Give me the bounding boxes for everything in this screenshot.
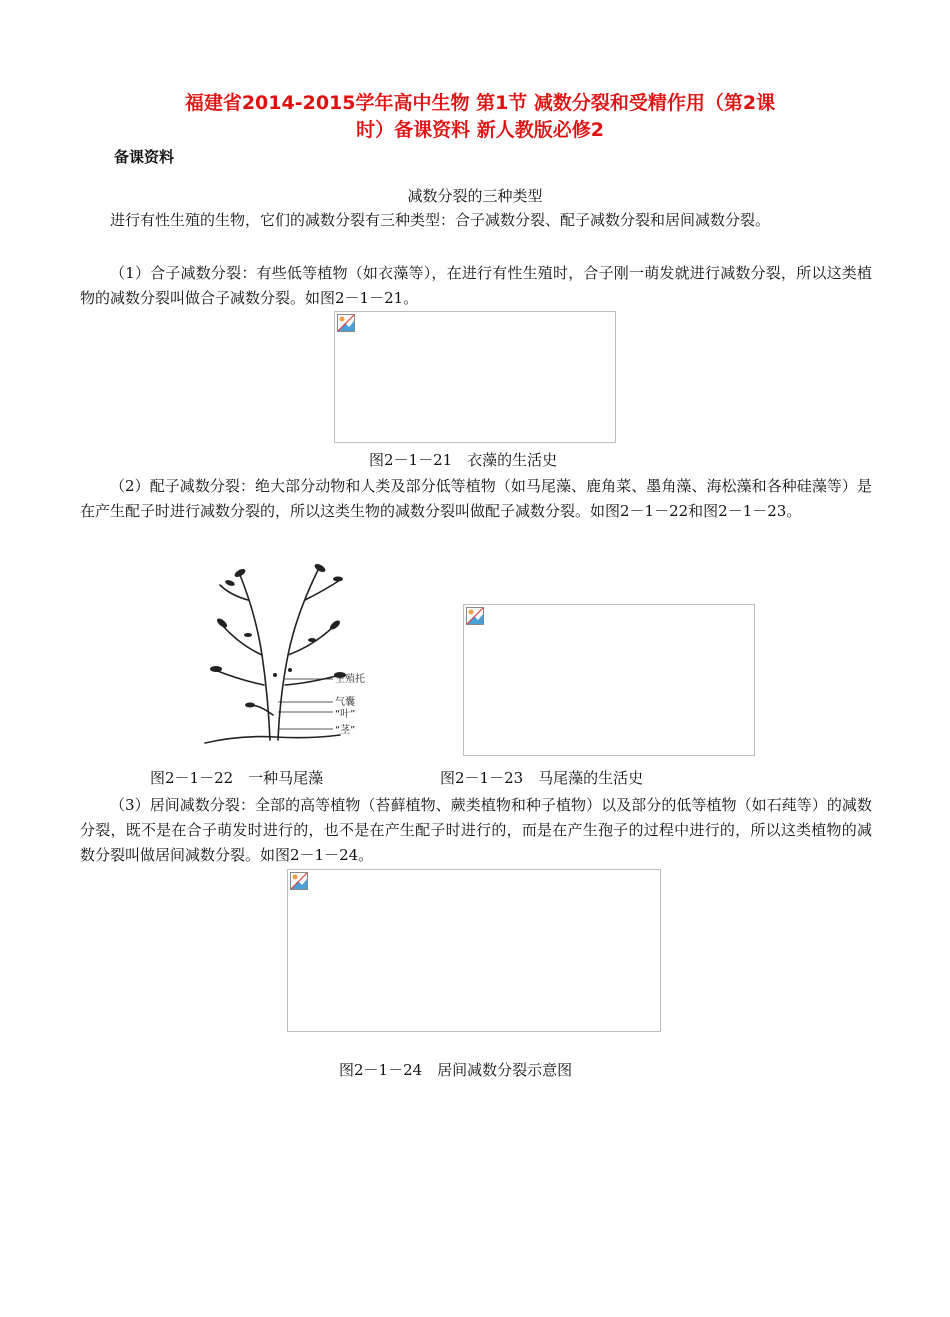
- broken-image-icon: [337, 314, 355, 332]
- leaf-clusters: [210, 562, 346, 707]
- branch: [220, 585, 248, 600]
- branch: [285, 675, 340, 685]
- figure-23-image: [463, 604, 755, 756]
- second-stem: [278, 570, 318, 740]
- branch: [305, 580, 340, 600]
- figure-22-plant-drawing: [200, 555, 390, 750]
- paragraph-2: （2）配子减数分裂：绝大部分动物和人类及部分低等植物（如马尾藻、鹿角菜、墨角藻、海松藻和各种硅藻等）是在产生配子时进行减数分裂的，所以这类生物的减数分裂叫做配子减数分裂。如图2－1－22和图2－1－23。: [80, 477, 872, 520]
- branch: [215, 670, 264, 685]
- figure-21-image: [334, 311, 616, 443]
- label-stem: “茎”: [335, 725, 356, 736]
- document-title: [80, 90, 880, 144]
- label-reproductive: 生殖托: [335, 674, 365, 685]
- caption-24: 图2－1－24 居间减数分裂示意图: [339, 1061, 573, 1079]
- broken-image-icon: [466, 607, 484, 625]
- section-title: 减数分裂的三种类型: [407, 187, 543, 205]
- label-leaf: “叶”: [335, 709, 356, 720]
- ground-line: [205, 735, 340, 743]
- title-line-2: 时）备课资料 新人教版必修2: [356, 119, 604, 141]
- title-line-1: 福建省2014-2015学年高中生物 第1节 减数分裂和受精作用（第2课: [184, 92, 776, 114]
- broken-image-icon: [290, 872, 308, 890]
- subhead: 备课资料: [114, 148, 175, 166]
- caption-22: 图2－1－22 一种马尾藻: [150, 769, 324, 787]
- label-air-bladder: 气囊: [335, 697, 355, 708]
- paragraph-3: （3）居间减数分裂：全部的高等植物（苔藓植物、蕨类植物和种子植物）以及部分的低等植物（如石莼等）的减数分裂，既不是在合子萌发时进行的，也不是在产生配子时进行的，而是在产生孢子的过程中进行的，所以这类植物的减数分裂叫做居间减数分裂。如图2－1－24。: [80, 796, 872, 864]
- figure-24-image: [287, 869, 661, 1032]
- caption-21: 图2－1－21 衣藻的生活史: [369, 451, 558, 469]
- intro-paragraph: 进行有性生殖的生物，它们的减数分裂有三种类型：合子减数分裂、配子减数分裂和居间减数分裂。: [110, 211, 771, 229]
- caption-23: 图2－1－23 马尾藻的生活史: [440, 769, 644, 787]
- paragraph-1: （1）合子减数分裂：有些低等植物（如衣藻等），在进行有性生殖时，合子刚一萌发就进行减数分裂，所以这类植物的减数分裂叫做合子减数分裂。如图2－1－21。: [80, 264, 872, 307]
- branch: [222, 625, 262, 655]
